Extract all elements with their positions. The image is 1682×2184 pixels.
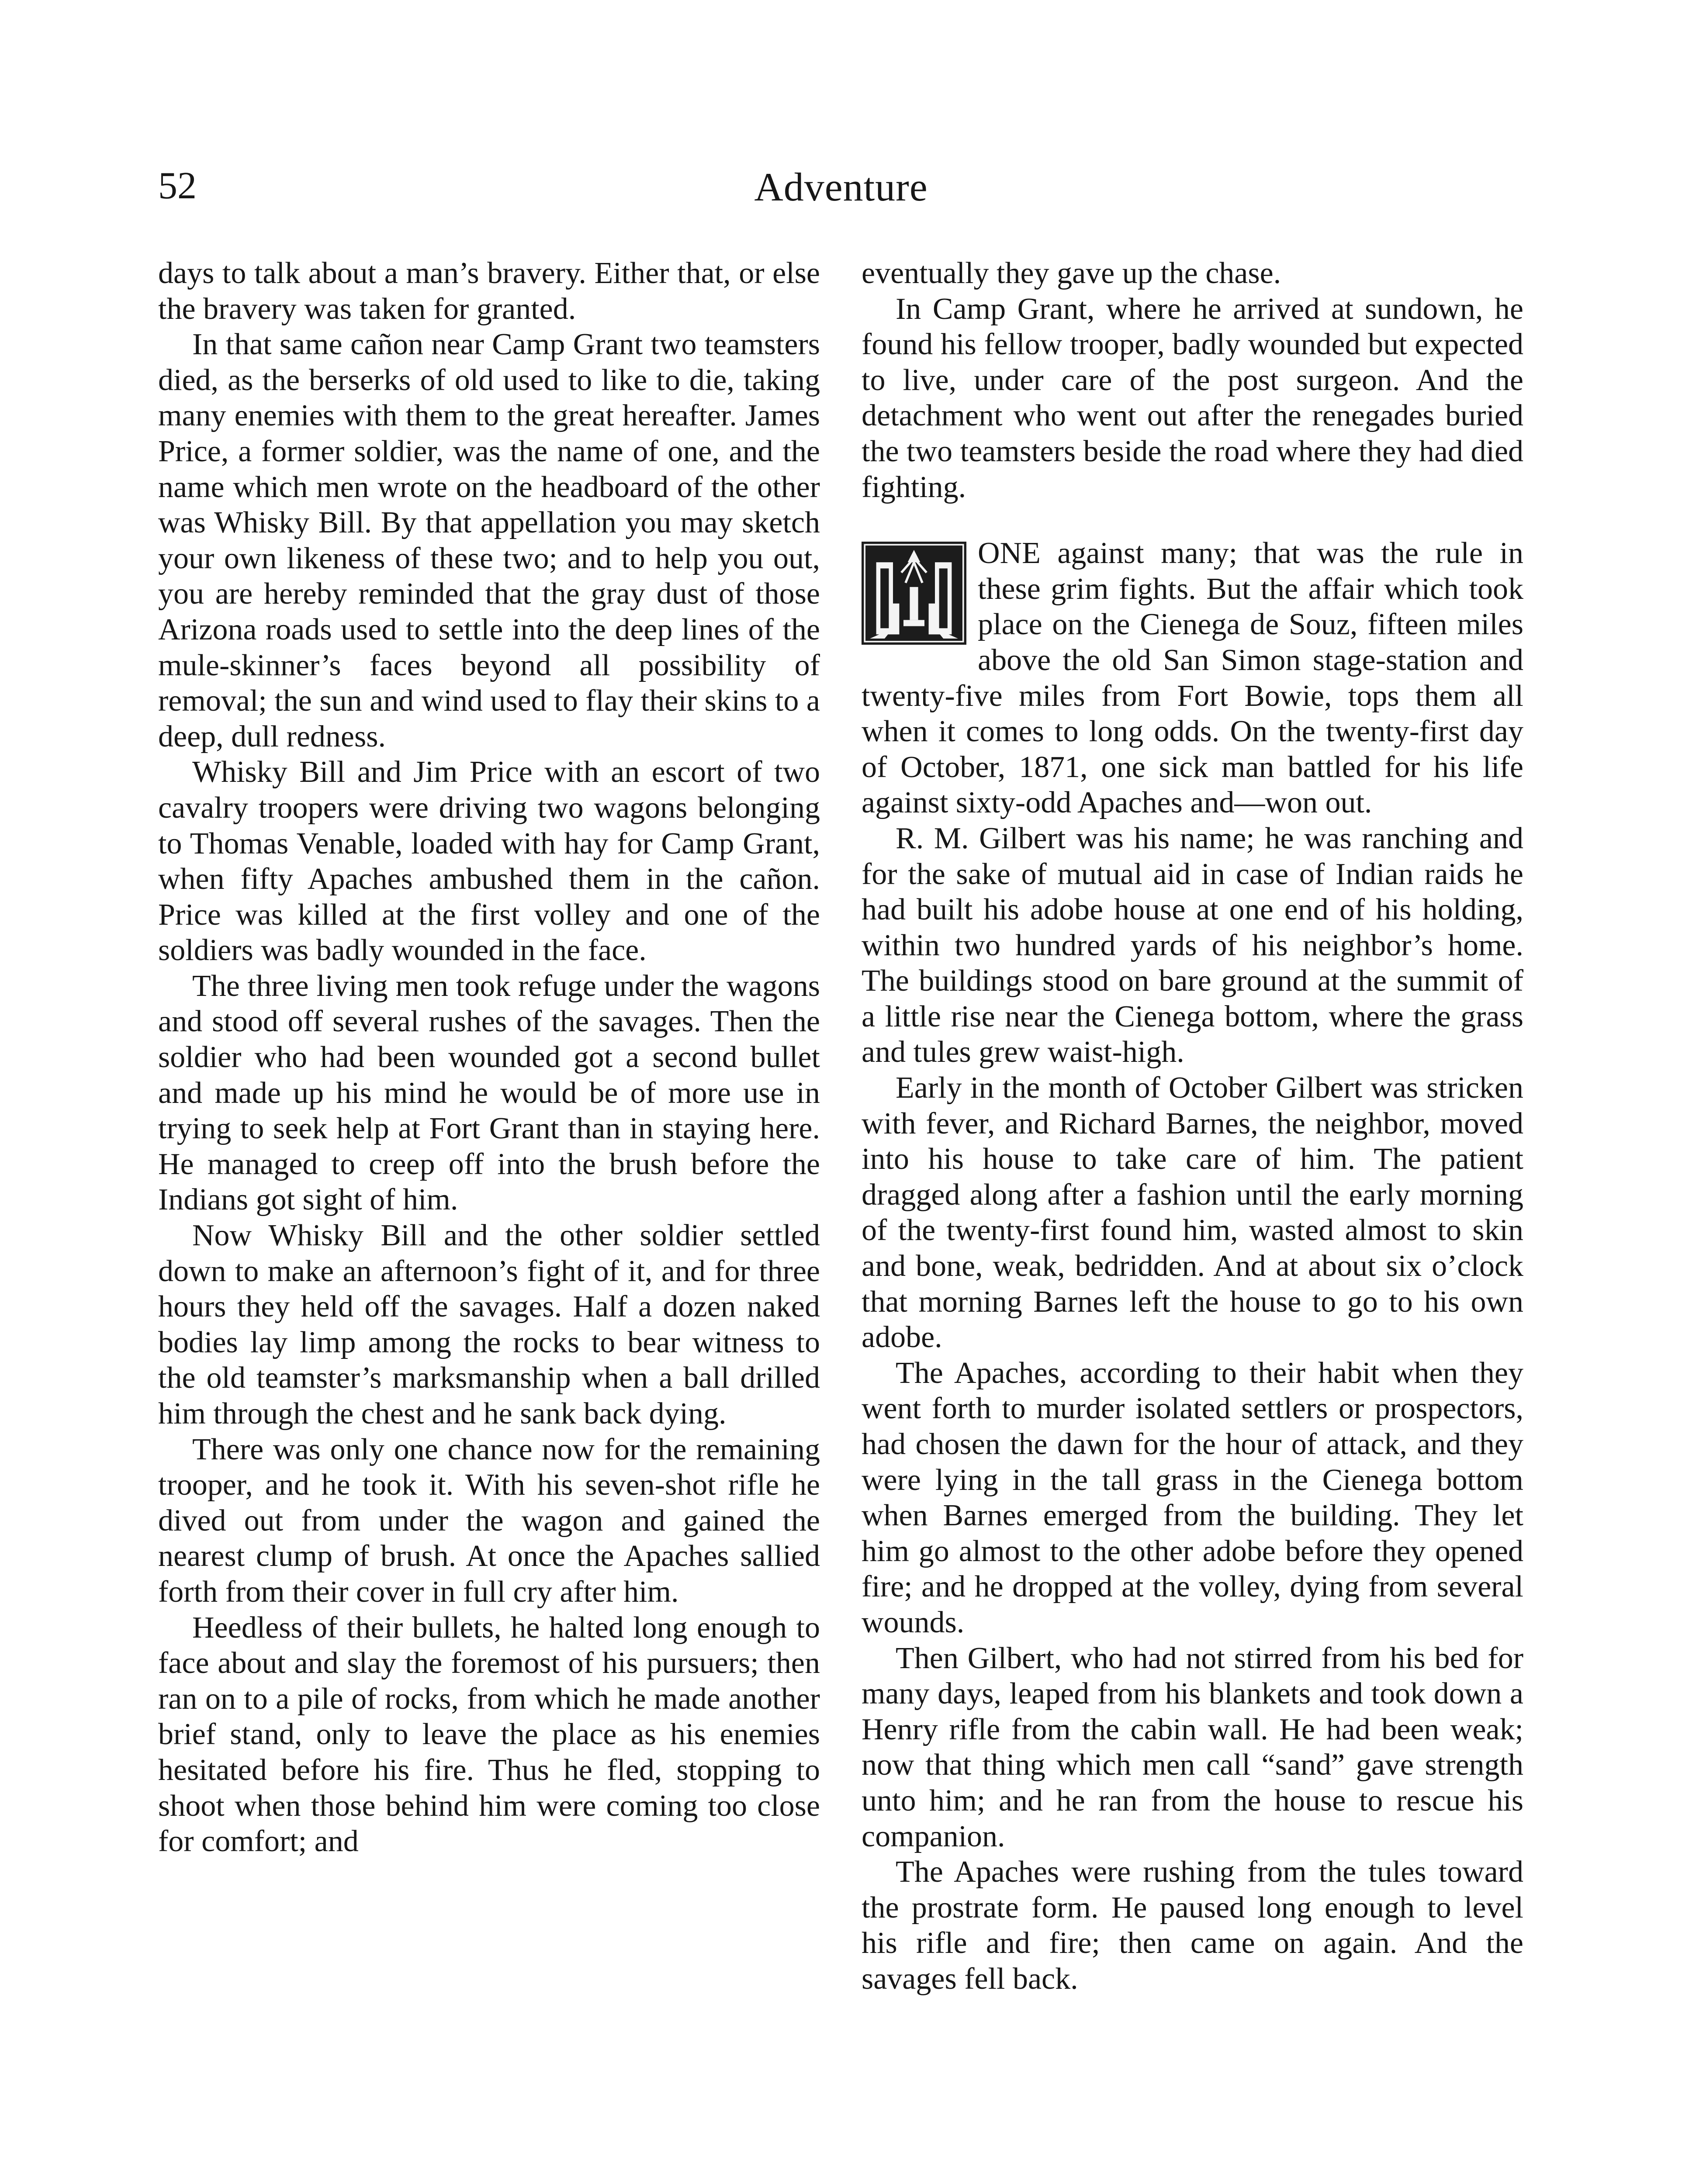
paragraph: Then Gilbert, who had not stirred from his bed for many days, leaped from his blankets and took down a Henry rifle from the cabin wall. He had been weak; now that thing which men call “sand” gave strength unto him; and he ran from the house to rescue his companion. [862,1641,1523,1853]
paragraph: days to talk about a man’s bravery. Either that, or else the bravery was taken for granted. [158,256,820,326]
paragraph: The Apaches, according to their habit when they went forth to murder isolated settlers or prospectors, had chosen the dawn for the hour of attack, and they were lying in the tall grass in the Cienega bottom when Barnes emerged from the building. They let him go almost to the other adobe before they opened fire; and he dropped at the volley, dying from several wounds. [862,1356,1523,1639]
paragraph: eventually they gave up the chase. [862,256,1281,290]
paragraph: Early in the month of October Gilbert was stricken with fever, and Richard Barnes, the neighbor, moved into his house to take care of him. The patient dragged along after a fashion until the early morning of the twenty-first found him, wasted almost to skin and bone, weak, bedridden. And at about six o’clock that morning Barnes left the house to go to his own adobe. [862,1071,1523,1355]
left-column [158,256,820,1859]
paragraph: In that same cañon near Camp Grant two teamsters died, as the berserks of old used to like to die, taking many enemies with them to the great hereafter. James Price, a former soldier, was the name of one, and the name which men wrote on the headboard of the other was Whisky Bill. By that appellation you may sketch your own likeness of these two; and to help you out, you are hereby reminded that the gray dust of those Arizona roads used to settle into the deep lines of the mule-skinner’s faces beyond all possibility of removal; the sun and wind used to flay their skins to a deep, dull redness. [158,328,820,753]
paragraph: In Camp Grant, where he arrived at sundown, he found his fellow trooper, badly wounded but expected to live, under care of the post surgeon. And the detachment who went out after the renegades buried the two teamsters beside the road where they had died fighting. [862,292,1523,504]
paragraph: The three living men took refuge under the wagons and stood off several rushes of the savages. Then the soldier who had been wounded got a second bullet and made up his mind he would be of more use in trying to seek help at Fort Grant than in staying here. He managed to creep off into the brush before the Indians got sight of him. [158,969,820,1217]
paragraph: Heedless of their bullets, he halted long enough to face about and slay the foremost of his pursuers; then ran on to a pile of rocks, from which he made another brief stand, only to leave the place as his enemies hesitated before his fire. Thus he fled, stopping to shoot when those behind him were coming too close for comfort; and [158,1610,820,1859]
paragraph: Whisky Bill and Jim Price with an escort of two cavalry troopers were driving two wagons belonging to Thomas Venable, loaded with hay for Camp Grant, when fifty Apaches ambushed them in the cañon. Price was killed at the first volley and one of the soldiers was badly wounded in the face. [158,755,820,968]
page-number: 52 [158,165,197,207]
paragraph: There was only one chance now for the remaining trooper, and he took it. With his seven-shot rifle he dived out from under the wagon and gained the nearest clump of brush. At once the Apaches sallied forth from their cover in full cry after him. [158,1432,820,1609]
ornamental-initial-icon [862,542,966,645]
paragraph: R. M. Gilbert was his name; he was ranching and for the sake of mutual aid in case of Indian raids he had built his adobe house at one end of his holding, within two hundred yards of his neighbor’s home. The buildings stood on bare ground at the summit of a little rise near the Cienega bottom, where the grass and tules grew waist-high. [862,821,1523,1069]
right-column [862,256,1523,1997]
running-title: Adventure [754,165,928,209]
paragraph: Now Whisky Bill and the other soldier settled down to make an afternoon’s fight of it, and for three hours they held off the savages. Half a dozen naked bodies lay limp among the rocks to bear witness to the old teamster’s marksmanship when a ball drilled him through the chest and he sank back dying. [158,1219,820,1431]
paragraph: The Apaches were rushing from the tules toward the prostrate form. He paused long enough to level his rifle and fire; then came on again. And the savages fell back. [862,1855,1523,1996]
drop-cap-body: ONE against many; that was the rule in these grim fights. But the affair which took place on the Cienega de Souz, fifteen miles above the old San Simon stage-station and twenty-five miles from Fort Bowie, tops them all when it comes to long odds. On the twenty-first day of October, 1871, one sick man battled for his life against sixty-odd Apaches and—won out. [862,536,1523,820]
drop-cap-paragraph [862,536,1523,821]
